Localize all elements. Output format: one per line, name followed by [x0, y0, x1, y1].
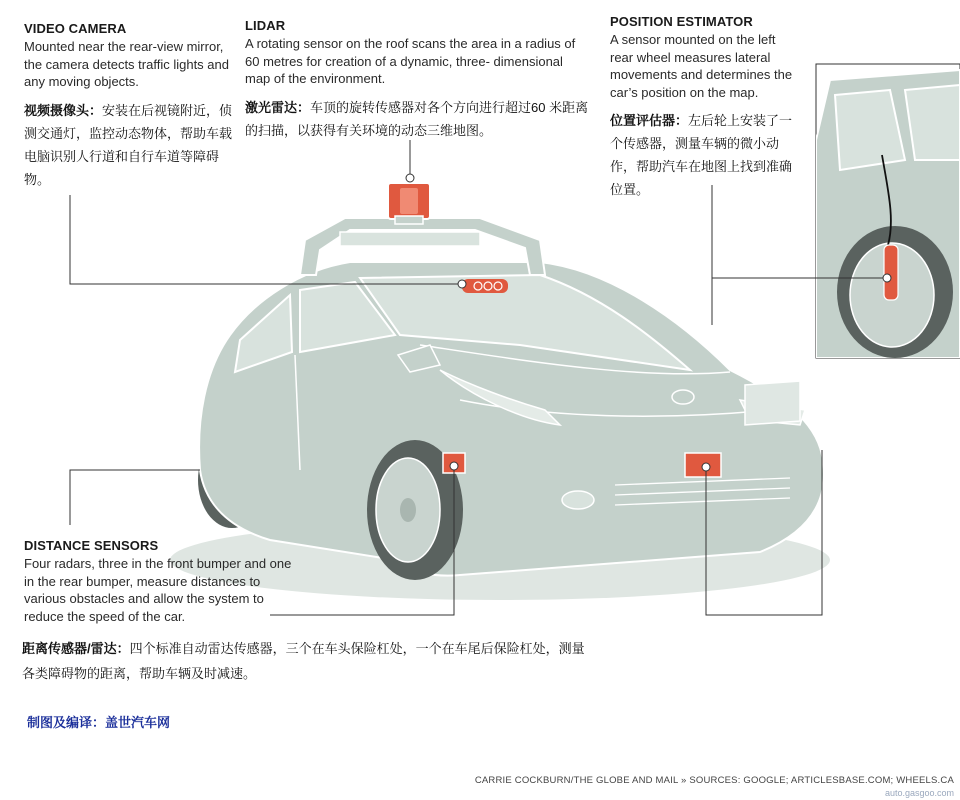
position-estimator-zh-text: 左后轮上安装了一个传感器，测量车辆的微小动作，帮助汽车在地图上找到准确位置。	[610, 113, 793, 197]
video-camera-label	[24, 21, 234, 191]
distance-sensors-zh-head: 距离传感器/雷达：	[22, 641, 130, 656]
position-estimator-desc-zh	[610, 109, 800, 201]
credit-zh: 制图及编译：盖世汽车网	[27, 715, 171, 730]
lidar-zh-head: 激光雷达：	[245, 99, 311, 115]
video-camera-zh-head: 视频摄像头：	[24, 102, 103, 118]
video-camera-desc-zh	[24, 99, 234, 191]
wheel-sensor	[884, 245, 898, 300]
position-estimator-label	[610, 14, 800, 201]
lidar-title: LIDAR	[245, 18, 286, 33]
license-plate	[745, 381, 800, 425]
fog-light	[562, 491, 594, 509]
source-credit: CARRIE COCKBURN/THE GLOBE AND MAIL » SOURCES: GOOGLE; ARTICLESBASE.COM; WHEELS.CA	[474, 775, 954, 786]
distance-sensors-desc-en: Four radars, three in the front bumper and one in the rear bumper, measure distances to various obstacles and allow the system to reduce the speed of the car.	[24, 556, 292, 624]
roof-rack-base	[340, 232, 480, 246]
watermark: auto.gasgoo.com	[884, 788, 954, 798]
lidar-desc-zh	[245, 96, 590, 142]
video-camera-desc-en: Mounted near the rear-view mirror, the camera detects traffic lights and any moving objects.	[24, 39, 229, 89]
position-inset	[816, 64, 960, 358]
distance-sensors-label	[24, 538, 294, 625]
distance-sensors-desc-zh	[22, 636, 592, 686]
position-estimator-title: POSITION ESTIMATOR	[610, 14, 753, 29]
distance-sensors-zh-text: 四个标准自动雷达传感器，三个在车头保险杠处，一个在车尾后保险杠处，测量各类障碍物的距离，帮助车辆及时减速。	[22, 641, 585, 681]
position-estimator-zh-head: 位置评估器：	[610, 113, 689, 128]
distance-sensors-title: DISTANCE SENSORS	[24, 538, 159, 553]
video-camera-zh-text: 安装在后视镜附近，侦测交通灯，监控动态物体，帮助车载电脑识别人行道和自行车道等障碍物。	[24, 102, 233, 187]
lidar-label	[245, 18, 590, 142]
lidar-desc-en: A rotating sensor on the roof scans the area in a radius of 60 metres for creation of a dynamic, three- dimensional map of the environment.	[245, 36, 576, 86]
video-camera-title: VIDEO CAMERA	[24, 21, 127, 36]
video-camera-sensor	[462, 279, 508, 293]
lidar-zh-text: 车顶的旋转传感器对各个方向进行超过60 米距离的扫描，以获得有关环境的动态三维地图。	[245, 99, 589, 138]
position-estimator-desc-en: A sensor mounted on the left rear wheel measures lateral movements and determines the car’s position on the map.	[610, 32, 793, 100]
lidar-sensor	[388, 183, 430, 224]
